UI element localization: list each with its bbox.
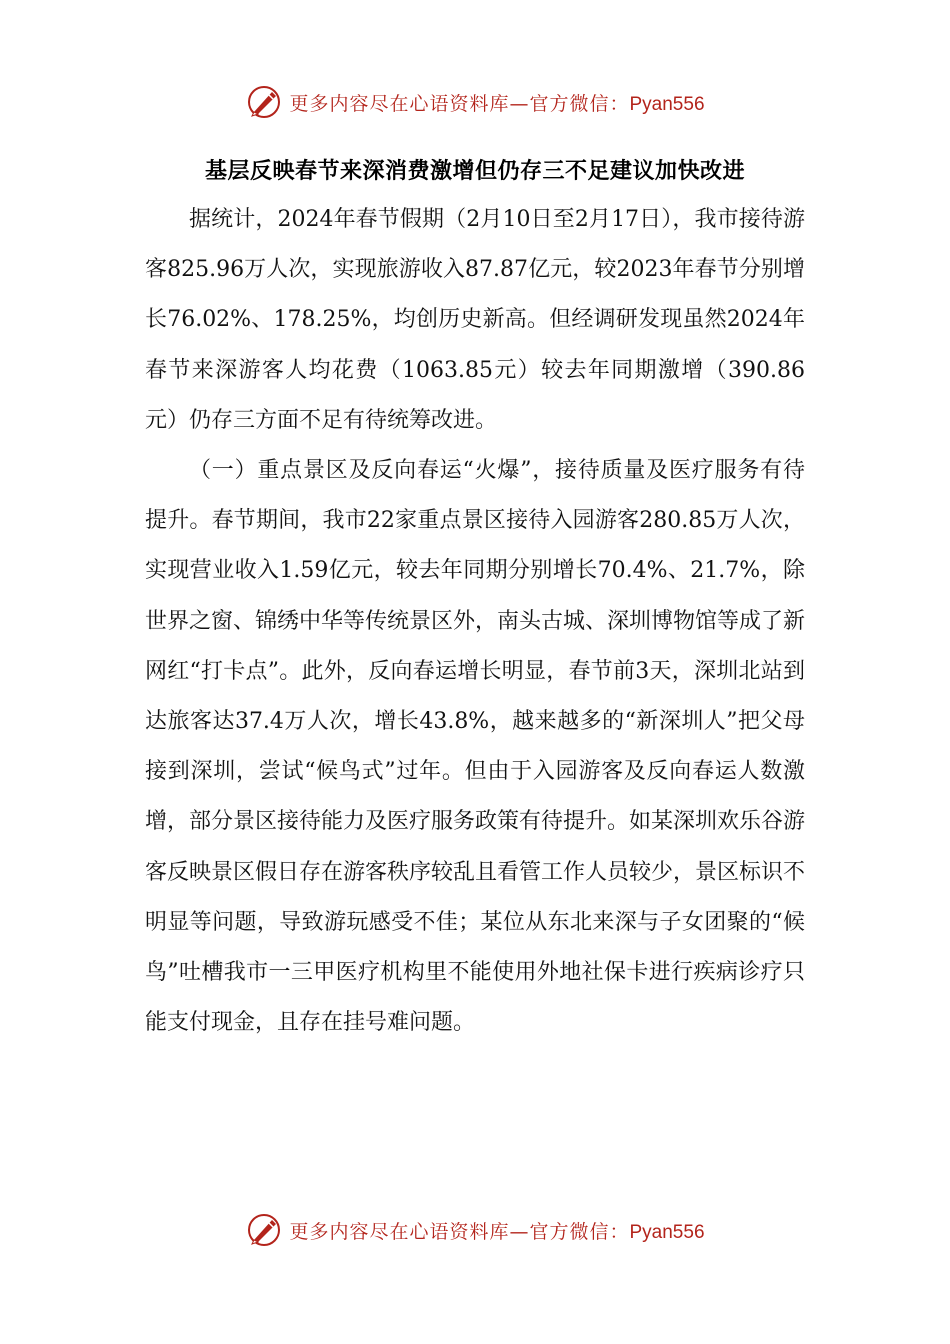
- document-title: 基层反映春节来深消费激增但仍存三不足建议加快改进: [204, 159, 745, 184]
- document-body: [145, 195, 805, 1048]
- watermark-handle: Pyan556: [629, 1221, 705, 1243]
- paragraph-intro: 据统计，2024年春节假期（2月10日至2月17日），我市接待游客825.96万人次，实现旅游收入87.87亿元，较2023年春节分别增长76.02%、178.25%，均创历史新高。但经调研发现虽然2024年春节来深游客人均花费（1063.85元）较去年同期激增（390.86元）仍存三方面不足有待统筹改进。: [145, 207, 805, 433]
- pen-logo-icon: [245, 83, 283, 121]
- pen-logo-icon: [245, 1211, 283, 1249]
- watermark-text: 更多内容尽在心语资料库—官方微信：Pyan556: [289, 1220, 705, 1243]
- watermark-text: 更多内容尽在心语资料库—官方微信：Pyan556: [289, 92, 705, 115]
- watermark-banner-top: [0, 80, 950, 124]
- paragraph-section-1: （一）重点景区及反向春运“火爆”，接待质量及医疗服务有待提升。春节期间，我市22家重点景区接待入园游客280.85万人次，实现营业收入1.59亿元，较去年同期分别增长70.4%、21.7%，除世界之窗、锦绣中华等传统景区外，南头古城、深圳博物馆等成了新网红“打卡点”。此外，反向春运增长明显，春节前3天，深圳北站到达旅客达37.4万人次，增长43.8%，越来越多的“新深圳人”把父母接到深圳，尝试“候鸟式”过年。但由于入园游客及反向春运人数激增，部分景区接待能力及医疗服务政策有待提升。如某深圳欢乐谷游客反映景区假日存在游客秩序较乱且看管工作人员较少，景区标识不明显等问题，导致游玩感受不佳；某位从东北来深与子女团聚的“候鸟”吐槽我市一三甲医疗机构里不能使用外地社保卡进行疾病诊疗只能支付现金，且存在挂号难问题。: [145, 458, 806, 1036]
- watermark-handle: Pyan556: [629, 93, 705, 115]
- watermark-banner-bottom: [0, 1208, 950, 1252]
